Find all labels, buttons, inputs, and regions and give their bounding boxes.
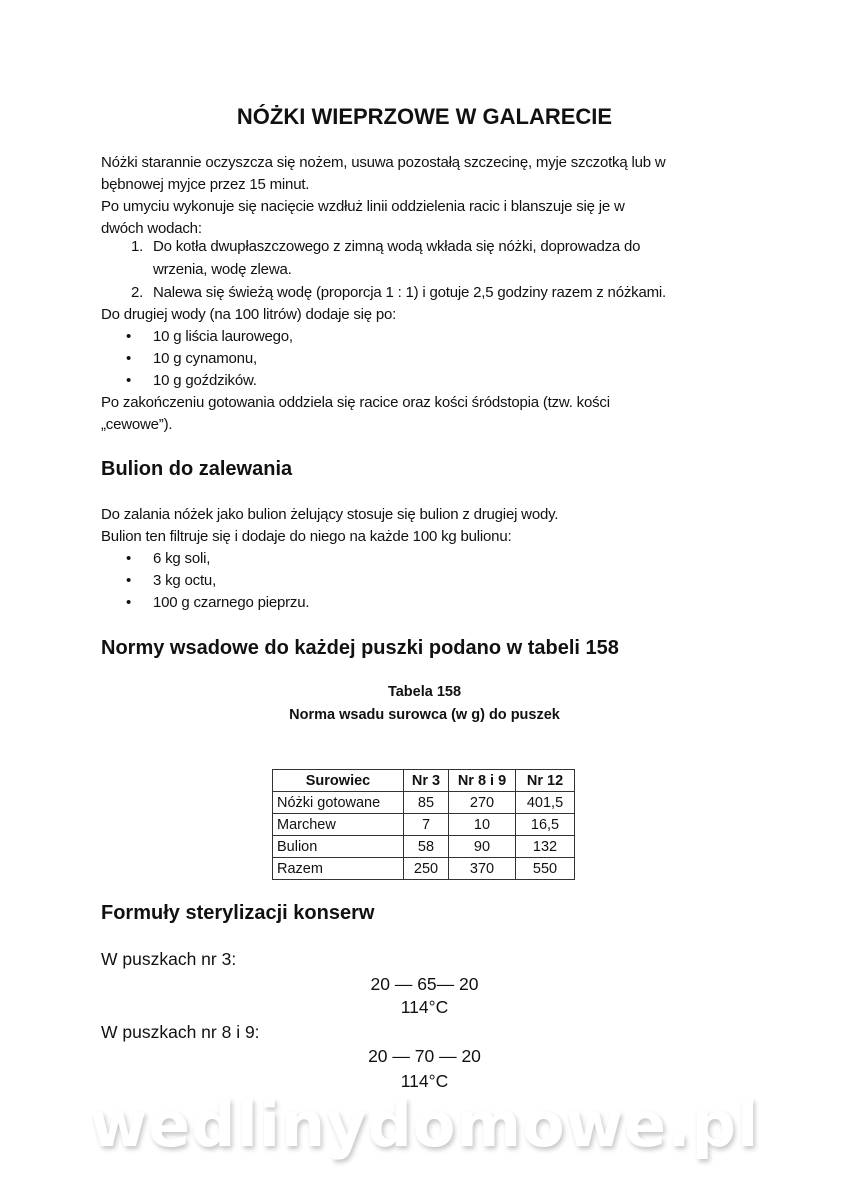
intro-line: Nóżki starannie oczyszcza się nożem, usuwa pozostałą szczecinę, myje szczotką lub w [101, 154, 666, 171]
table-cell: Marchew [273, 814, 404, 836]
bulion-line: Do zalania nóżek jako bulion żelujący stosuje się bulion z drugiej wody. [101, 506, 559, 523]
section-heading-bulion: Bulion do zalewania [101, 458, 293, 480]
intro-line: dwóch wodach: [101, 220, 202, 237]
table-cell: 270 [449, 792, 516, 814]
page-title: NÓŻKI WIEPRZOWE W GALARECIE [236, 104, 613, 129]
table-row [273, 792, 575, 814]
section-heading-sterylizacja: Formuły sterylizacji konserw [101, 902, 375, 924]
table-cell: 370 [449, 858, 516, 880]
table-row [273, 814, 575, 836]
table-row [273, 836, 575, 858]
bulion-line: Bulion ten filtruje się i dodaje do niego na każde 100 kg bulionu: [101, 528, 512, 545]
column-header: Surowiec [273, 770, 404, 792]
sterilization-label: W puszkach nr 3: [101, 949, 237, 969]
table-cell: 90 [449, 836, 516, 858]
table-cell: Bulion [273, 836, 404, 858]
table-cell: 85 [404, 792, 449, 814]
spice-item: 10 g liścia laurowego, [153, 328, 293, 345]
table-cell: 132 [516, 836, 575, 858]
norms-table [272, 769, 575, 880]
step-text: Nalewa się świeżą wodę (proporcja 1 : 1) i gotuje 2,5 godziny razem z nóżkami. [153, 284, 666, 301]
bullet-icon: • [126, 350, 132, 367]
outro-line: Po zakończeniu gotowania oddziela się racice oraz kości śródstopia (tzw. kości [101, 394, 610, 411]
column-header: Nr 12 [516, 770, 575, 792]
table-cell: Razem [273, 858, 404, 880]
table-title: Tabela 158 [387, 684, 462, 700]
bullet-icon: • [126, 550, 132, 567]
bullet-icon: • [126, 572, 132, 589]
table-cell: 16,5 [516, 814, 575, 836]
sterilization-formula: 20 — 70 — 20 [368, 1046, 481, 1066]
column-header: Nr 8 i 9 [449, 770, 516, 792]
table-cell: 401,5 [516, 792, 575, 814]
table-row [273, 858, 575, 880]
spice-item: 10 g cynamonu, [153, 350, 257, 367]
table-cell: 250 [404, 858, 449, 880]
table-subtitle: Norma wsadu surowca (w g) do puszek [289, 707, 560, 723]
bullet-icon: • [126, 328, 132, 345]
watermark: wedlinydomowe.pl [89, 1088, 760, 1161]
bulion-item: 3 kg octu, [153, 572, 217, 589]
spice-item: 10 g goździków. [153, 372, 257, 389]
intro-line: bębnowej myjce przez 15 minut. [101, 176, 310, 193]
table-cell: 7 [404, 814, 449, 836]
sterilization-temp: 114°C [400, 1071, 449, 1091]
spices-intro: Do drugiej wody (na 100 litrów) dodaje się po: [101, 306, 397, 323]
table-cell: 10 [449, 814, 516, 836]
table-cell: 58 [404, 836, 449, 858]
step-number: 2. [131, 284, 144, 301]
bulion-item: 100 g czarnego pieprzu. [153, 594, 310, 611]
step-text: wrzenia, wodę zlewa. [153, 261, 292, 278]
table-header-row [273, 770, 575, 792]
step-number: 1. [131, 238, 144, 255]
intro-line: Po umyciu wykonuje się nacięcie wzdłuż linii oddzielenia racic i blanszuje się je w [101, 198, 625, 215]
bullet-icon: • [126, 594, 132, 611]
sterilization-label: W puszkach nr 8 i 9: [101, 1022, 260, 1042]
section-heading-normy: Normy wsadowe do każdej puszki podano w tabeli 158 [101, 637, 619, 659]
sterilization-formula: 20 — 65— 20 [370, 974, 479, 994]
bulion-item: 6 kg soli, [153, 550, 211, 567]
step-text: Do kotła dwupłaszczowego z zimną wodą wkłada się nóżki, doprowadza do [153, 238, 641, 255]
outro-line: „cewowe”). [101, 416, 173, 433]
bullet-icon: • [126, 372, 132, 389]
table-cell: 550 [516, 858, 575, 880]
table-cell: Nóżki gotowane [273, 792, 404, 814]
column-header: Nr 3 [404, 770, 449, 792]
sterilization-temp: 114°C [400, 997, 449, 1017]
